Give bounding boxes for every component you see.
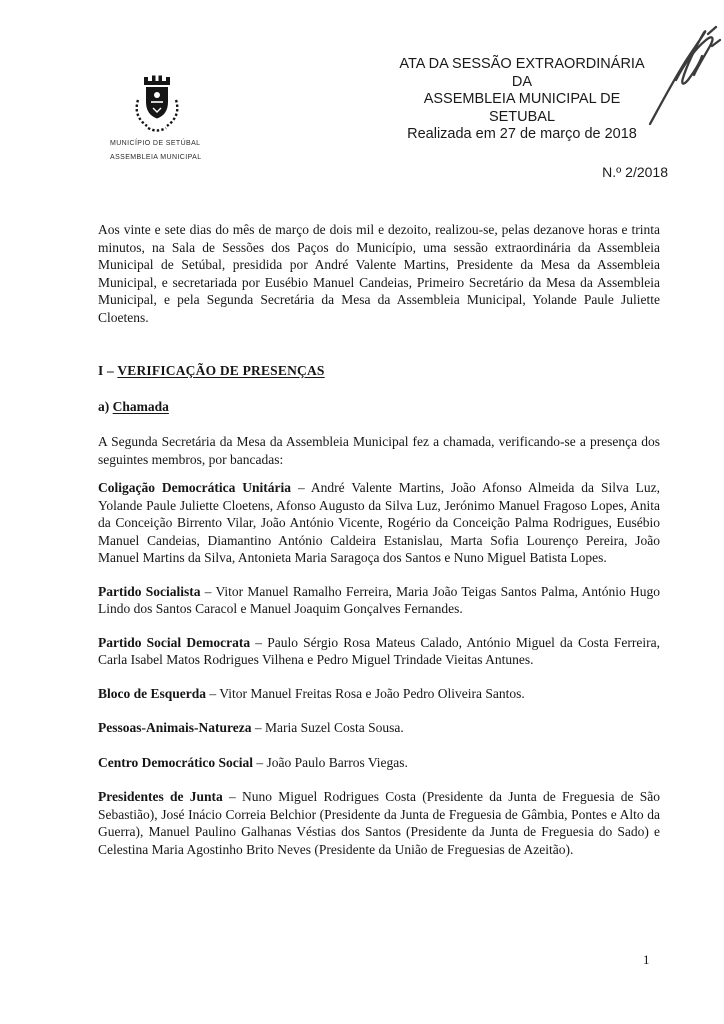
title-line-4: SETUBAL xyxy=(488,108,556,125)
bancada-name: Coligação Democrática Unitária xyxy=(98,480,292,495)
bancada-presidentes-junta xyxy=(98,788,660,858)
bancada-pan xyxy=(98,719,660,737)
subsection-a-heading xyxy=(98,398,660,416)
organization-name xyxy=(110,137,250,165)
bancada-separator: – xyxy=(251,720,265,735)
section-1-numeral: I – xyxy=(98,363,118,378)
page-number: 1 xyxy=(643,952,650,967)
bancada-name: Partido Social Democrata xyxy=(98,634,251,650)
bancada-members: Paulo Sérgio Rosa Mateus Calado, António Miguel da Costa Ferreira, Carla Isabel Matos Rodrigues Vilhena e Pedro Miguel Trindade Vieitas Antunes. xyxy=(98,634,661,667)
bancada-separator: – xyxy=(252,754,267,770)
title-line-3: ASSEMBLEIA MUNICIPAL DE xyxy=(423,91,621,107)
bancada-be xyxy=(98,685,660,703)
bancada-members: André Valente Martins, João Afonso Almeida da Silva Luz, Yolande Paule Juliette Cloetens, Afonso Augusto da Silva Luz, Jerónimo Manuel Fragoso Lopes, Anita da Conceição Birrento Vilar, João António Vicente, Rogério da Conceição Palma Rodrigues, Eusébio Manuel Candeias, Diamantino António Caldeira Estanislau, Marta Sofia Lourenço Pereira, João Manuel Martins da Silva, Antonieta Maria Saragoça dos Santos e Nuno Miguel Batista Lopes. xyxy=(98,480,660,565)
bancada-separator: – xyxy=(222,789,243,804)
bancada-separator: – xyxy=(250,634,268,650)
org-line-1: MUNICÍPIO DE SETÚBAL xyxy=(110,140,201,147)
title-line-2: DA xyxy=(511,73,533,90)
bancada-name: Pessoas-Animais-Natureza xyxy=(98,720,252,735)
bancada-members: Vitor Manuel Freitas Rosa e João Pedro Oliveira Santos. xyxy=(219,685,525,701)
title-line-1: ATA DA SESSÃO EXTRAORDINÁRIA xyxy=(399,56,645,72)
document-body xyxy=(98,221,660,874)
section-1-title: VERIFICAÇÃO DE PRESENÇAS xyxy=(117,363,325,378)
bancada-name: Partido Socialista xyxy=(98,583,201,599)
handwritten-initials-icon xyxy=(642,20,724,128)
bancada-name: Presidentes de Junta xyxy=(98,789,223,804)
municipal-coat-of-arms-icon xyxy=(128,72,186,136)
bancada-cds xyxy=(98,754,660,772)
session-date: Realizada em 27 de março de 2018 xyxy=(407,126,637,142)
bancada-name: Centro Democrático Social xyxy=(98,754,253,770)
bancada-cdu xyxy=(98,479,660,567)
subsection-a-title: Chamada xyxy=(112,399,169,414)
bancada-separator: – xyxy=(200,583,216,599)
bancada-name: Bloco de Esquerda xyxy=(98,685,207,701)
bancada-ps xyxy=(98,583,660,618)
bancada-separator: – xyxy=(206,685,220,701)
section-1-heading xyxy=(98,362,660,380)
opening-paragraph: Aos vinte e sete dias do mês de março de dois mil e dezoito, realizou-se, pelas dezanove horas e trinta minutos, na Sala de Sessões dos Paços do Município, uma sessão extraordinária da Assembleia Municipal de Setúbal, presidida por André Valente Martins, Presidente da Mesa da Assembleia Municipal, e secretariada por Eusébio Manuel Candeias, Primeiro Secretário da Mesa da Assembleia Municipal, e pela Segunda Secretária da Mesa da Assembleia Municipal, Yolande Paule Juliette Cloetens. xyxy=(98,222,660,325)
bancada-separator: – xyxy=(291,480,311,495)
roll-call-lead: A Segunda Secretária da Mesa da Assembleia Municipal fez a chamada, verificando-se a presença dos seguintes membros, por bancadas: xyxy=(98,434,660,467)
document-number: N.º 2/2018 xyxy=(602,164,668,180)
bancada-psd xyxy=(98,634,660,669)
document-title xyxy=(372,56,672,144)
bancada-members: Vitor Manuel Ramalho Ferreira, Maria João Teigas Santos Palma, António Hugo Lindo dos Santos Caracol e Manuel Joaquim Gonçalves Fernandes. xyxy=(98,583,660,616)
subsection-a-prefix: a) xyxy=(98,399,113,414)
bancada-members: Maria Suzel Costa Sousa. xyxy=(264,720,404,735)
bancada-members: Nuno Miguel Rodrigues Costa (Presidente da Junta de Freguesia de São Sebastião), José Inácio Correia Belchior (Presidente da Junta de Freguesia de Gâmbia, Pontes e Alto da Guerra), Manuel Paulino Galhanas Véstias dos Santos (Presidente da Junta de Freguesia do Sado) e Celestina Maria Agostinho Brito Neves (Presidente da União de Freguesias de Azeitão). xyxy=(98,789,660,857)
org-line-2: ASSEMBLEIA MUNICIPAL xyxy=(110,154,202,161)
bancada-members: João Paulo Barros Viegas. xyxy=(266,754,408,770)
